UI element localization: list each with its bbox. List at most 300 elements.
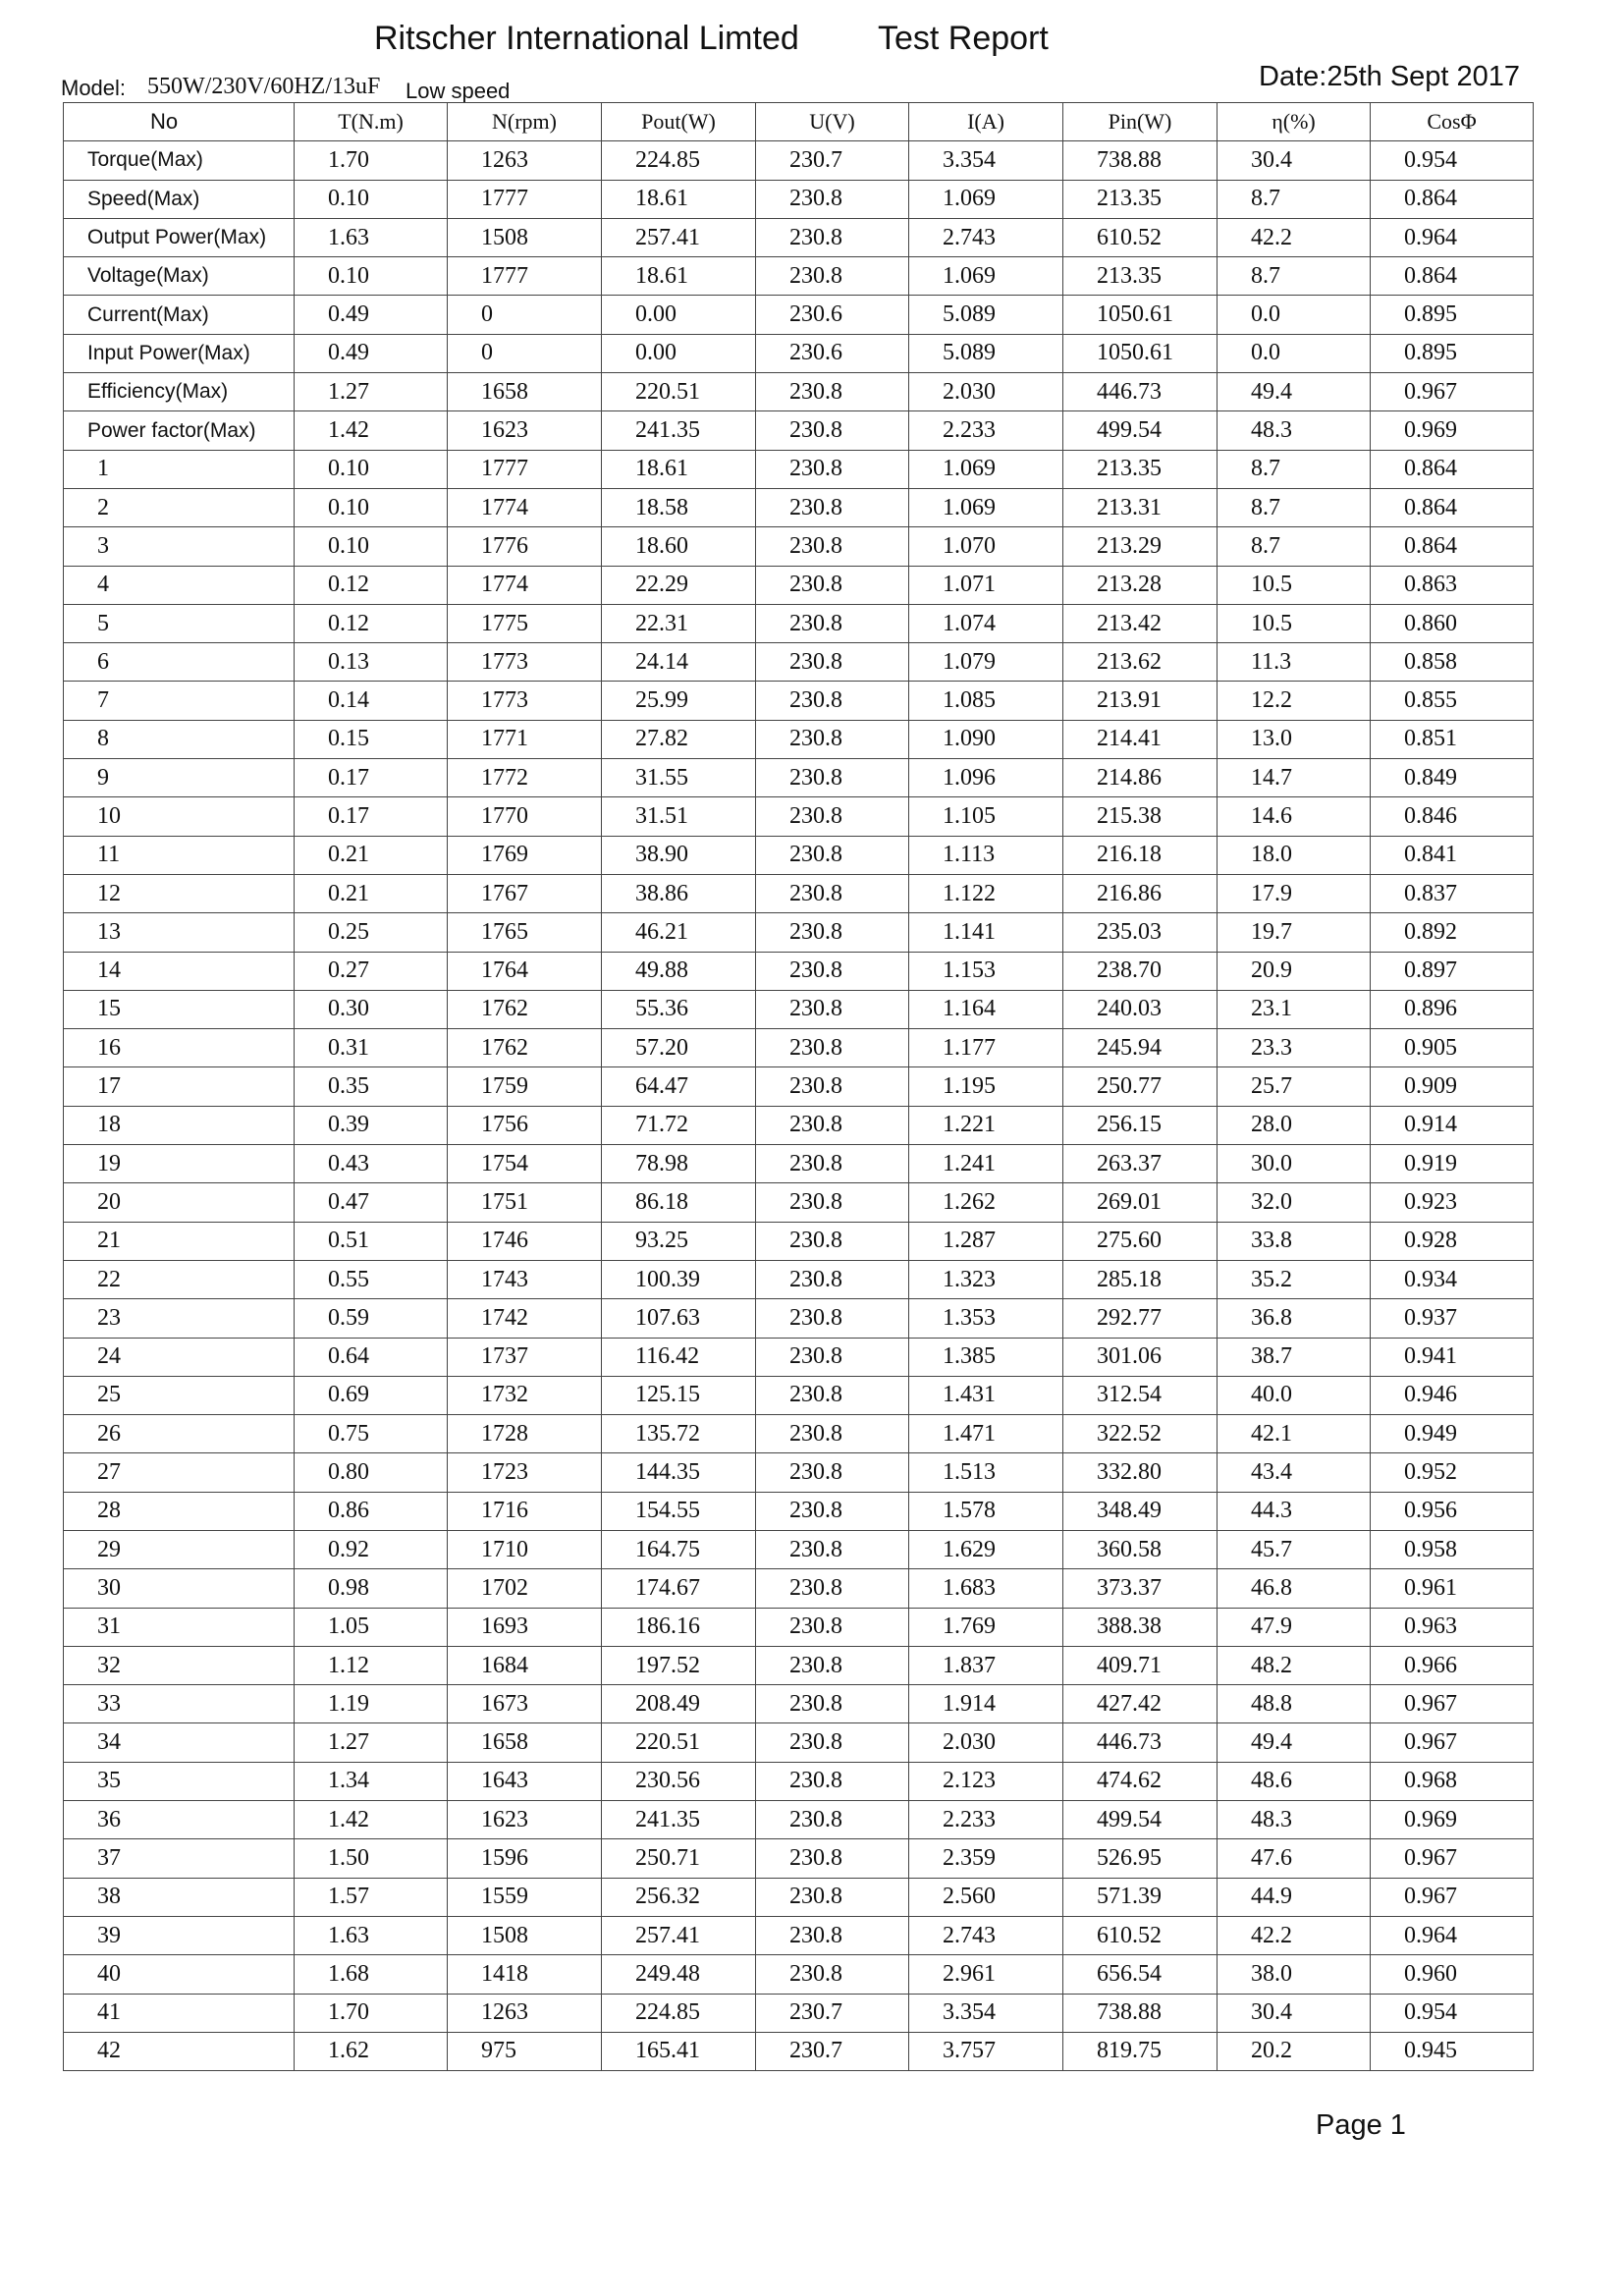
table-cell: 474.62 <box>1063 1762 1218 1800</box>
table-row <box>64 1762 1534 1800</box>
table-cell: 5.089 <box>909 296 1063 334</box>
table-cell: 0.969 <box>1371 411 1534 450</box>
table-row <box>64 566 1534 604</box>
table-cell: 1263 <box>448 1994 602 2032</box>
table-cell: 230.8 <box>756 682 909 720</box>
table-cell: 230.8 <box>756 180 909 218</box>
table-cell: 1.70 <box>295 1994 448 2032</box>
table-cell: 257.41 <box>602 1916 756 1954</box>
table-cell: 610.52 <box>1063 1916 1218 1954</box>
table-cell: 0.30 <box>295 990 448 1028</box>
table-cell: 1050.61 <box>1063 296 1218 334</box>
row-label: 22 <box>64 1260 295 1298</box>
table-cell: 235.03 <box>1063 913 1218 952</box>
table-cell: 1.071 <box>909 566 1063 604</box>
table-cell: 230.8 <box>756 450 909 488</box>
table-cell: 213.35 <box>1063 450 1218 488</box>
table-cell: 0.934 <box>1371 1260 1534 1298</box>
row-label: 13 <box>64 913 295 952</box>
table-cell: 1.353 <box>909 1299 1063 1338</box>
table-cell: 30.0 <box>1218 1145 1371 1183</box>
table-cell: 1.122 <box>909 874 1063 912</box>
table-cell: 0.941 <box>1371 1338 1534 1376</box>
table-cell: 2.359 <box>909 1839 1063 1878</box>
table-cell: 10.5 <box>1218 566 1371 604</box>
table-cell: 1418 <box>448 1955 602 1994</box>
table-cell: 18.58 <box>602 488 756 526</box>
table-cell: 0.967 <box>1371 1723 1534 1762</box>
table-cell: 1.578 <box>909 1492 1063 1530</box>
row-label: 31 <box>64 1608 295 1646</box>
table-cell: 1658 <box>448 1723 602 1762</box>
table-cell: 11.3 <box>1218 643 1371 682</box>
table-cell: 0.846 <box>1371 797 1534 836</box>
table-row <box>64 797 1534 836</box>
table-cell: 49.4 <box>1218 373 1371 411</box>
column-header: No <box>64 103 295 141</box>
table-row <box>64 952 1534 990</box>
summary-row <box>64 411 1534 450</box>
table-cell: 1643 <box>448 1762 602 1800</box>
row-label: 19 <box>64 1145 295 1183</box>
table-row <box>64 1415 1534 1453</box>
row-label: 28 <box>64 1492 295 1530</box>
row-label: 33 <box>64 1685 295 1723</box>
table-cell: 1767 <box>448 874 602 912</box>
table-row <box>64 1878 1534 1916</box>
table-cell: 46.21 <box>602 913 756 952</box>
table-cell: 0.39 <box>295 1106 448 1144</box>
table-cell: 42.2 <box>1218 218 1371 256</box>
table-cell: 0.10 <box>295 488 448 526</box>
test-results-table <box>63 102 1534 2071</box>
table-cell: 0.64 <box>295 1338 448 1376</box>
table-cell: 230.8 <box>756 1492 909 1530</box>
table-cell: 1723 <box>448 1453 602 1492</box>
table-cell: 0.12 <box>295 566 448 604</box>
table-cell: 1508 <box>448 218 602 256</box>
table-cell: 1773 <box>448 643 602 682</box>
table-cell: 230.8 <box>756 1299 909 1338</box>
table-row <box>64 1376 1534 1414</box>
row-label: 29 <box>64 1530 295 1568</box>
table-cell: 1.70 <box>295 141 448 180</box>
table-cell: 197.52 <box>602 1646 756 1684</box>
table-cell: 230.8 <box>756 1260 909 1298</box>
table-cell: 1.090 <box>909 720 1063 758</box>
table-row <box>64 1492 1534 1530</box>
table-cell: 230.8 <box>756 1145 909 1183</box>
table-cell: 1684 <box>448 1646 602 1684</box>
table-cell: 18.61 <box>602 257 756 296</box>
table-cell: 0.919 <box>1371 1145 1534 1183</box>
table-cell: 0.945 <box>1371 2032 1534 2070</box>
table-cell: 93.25 <box>602 1222 756 1260</box>
table-cell: 43.4 <box>1218 1453 1371 1492</box>
table-cell: 78.98 <box>602 1145 756 1183</box>
table-cell: 1508 <box>448 1916 602 1954</box>
table-cell: 0.897 <box>1371 952 1534 990</box>
table-cell: 0.14 <box>295 682 448 720</box>
table-cell: 249.48 <box>602 1955 756 1994</box>
table-cell: 1773 <box>448 682 602 720</box>
report-date: Date:25th Sept 2017 <box>1259 61 1521 92</box>
table-cell: 292.77 <box>1063 1299 1218 1338</box>
table-row <box>64 488 1534 526</box>
table-cell: 0.914 <box>1371 1106 1534 1144</box>
table-cell: 1.070 <box>909 527 1063 566</box>
table-cell: 409.71 <box>1063 1646 1218 1684</box>
table-cell: 1.085 <box>909 682 1063 720</box>
table-cell: 0.966 <box>1371 1646 1534 1684</box>
table-cell: 28.0 <box>1218 1106 1371 1144</box>
table-cell: 224.85 <box>602 141 756 180</box>
table-cell: 42.1 <box>1218 1415 1371 1453</box>
table-cell: 250.71 <box>602 1839 756 1878</box>
table-cell: 2.560 <box>909 1878 1063 1916</box>
row-label: 9 <box>64 759 295 797</box>
table-cell: 100.39 <box>602 1260 756 1298</box>
table-cell: 230.8 <box>756 1685 909 1723</box>
table-cell: 332.80 <box>1063 1453 1218 1492</box>
table-cell: 0.837 <box>1371 874 1534 912</box>
table-cell: 48.3 <box>1218 411 1371 450</box>
summary-row <box>64 296 1534 334</box>
table-cell: 1050.61 <box>1063 334 1218 372</box>
table-cell: 1623 <box>448 411 602 450</box>
table-cell: 1770 <box>448 797 602 836</box>
table-cell: 819.75 <box>1063 2032 1218 2070</box>
row-label: 26 <box>64 1415 295 1453</box>
table-cell: 0.964 <box>1371 1916 1534 1954</box>
table-cell: 1.50 <box>295 1839 448 1878</box>
table-cell: 0.946 <box>1371 1376 1534 1414</box>
column-header: N(rpm) <box>448 103 602 141</box>
table-cell: 1775 <box>448 604 602 642</box>
table-cell: 0.75 <box>295 1415 448 1453</box>
table-cell: 213.42 <box>1063 604 1218 642</box>
row-label: 30 <box>64 1569 295 1608</box>
column-header: η(%) <box>1218 103 1371 141</box>
row-label: Efficiency(Max) <box>64 373 295 411</box>
model-speed: Low speed <box>406 79 511 103</box>
table-cell: 0.949 <box>1371 1415 1534 1453</box>
table-cell: 238.70 <box>1063 952 1218 990</box>
table-cell: 23.1 <box>1218 990 1371 1028</box>
column-header: T(N.m) <box>295 103 448 141</box>
table-row <box>64 1723 1534 1762</box>
table-cell: 230.7 <box>756 141 909 180</box>
table-cell: 0.896 <box>1371 990 1534 1028</box>
row-label: 10 <box>64 797 295 836</box>
table-cell: 220.51 <box>602 373 756 411</box>
table-cell: 0 <box>448 334 602 372</box>
table-cell: 230.8 <box>756 218 909 256</box>
table-cell: 230.8 <box>756 411 909 450</box>
table-cell: 230.8 <box>756 1878 909 1916</box>
row-label: Voltage(Max) <box>64 257 295 296</box>
table-body <box>64 141 1534 2071</box>
table-cell: 1.471 <box>909 1415 1063 1453</box>
table-cell: 0.10 <box>295 450 448 488</box>
table-cell: 1774 <box>448 488 602 526</box>
table-cell: 230.8 <box>756 1608 909 1646</box>
table-cell: 1737 <box>448 1338 602 1376</box>
row-label: 3 <box>64 527 295 566</box>
table-cell: 230.8 <box>756 1955 909 1994</box>
table-cell: 275.60 <box>1063 1222 1218 1260</box>
table-row <box>64 836 1534 874</box>
table-cell: 230.8 <box>756 1839 909 1878</box>
summary-row <box>64 218 1534 256</box>
table-cell: 446.73 <box>1063 373 1218 411</box>
table-cell: 230.6 <box>756 334 909 372</box>
table-cell: 208.49 <box>602 1685 756 1723</box>
row-label: 12 <box>64 874 295 912</box>
table-cell: 8.7 <box>1218 257 1371 296</box>
row-label: 15 <box>64 990 295 1028</box>
row-label: 8 <box>64 720 295 758</box>
table-cell: 214.86 <box>1063 759 1218 797</box>
table-cell: 1.195 <box>909 1067 1063 1106</box>
table-cell: 230.8 <box>756 1067 909 1106</box>
table-cell: 0.841 <box>1371 836 1534 874</box>
table-cell: 213.35 <box>1063 180 1218 218</box>
table-cell: 230.8 <box>756 604 909 642</box>
table-cell: 46.8 <box>1218 1569 1371 1608</box>
table-row <box>64 759 1534 797</box>
table-cell: 230.8 <box>756 1762 909 1800</box>
summary-row <box>64 373 1534 411</box>
table-cell: 0.864 <box>1371 450 1534 488</box>
table-cell: 174.67 <box>602 1569 756 1608</box>
table-cell: 312.54 <box>1063 1376 1218 1414</box>
table-cell: 0.928 <box>1371 1222 1534 1260</box>
table-cell: 48.6 <box>1218 1762 1371 1800</box>
table-cell: 2.030 <box>909 373 1063 411</box>
table-row <box>64 527 1534 566</box>
table-cell: 0.86 <box>295 1492 448 1530</box>
column-header: U(V) <box>756 103 909 141</box>
table-cell: 360.58 <box>1063 1530 1218 1568</box>
table-cell: 10.5 <box>1218 604 1371 642</box>
table-cell: 64.47 <box>602 1067 756 1106</box>
table-cell: 42.2 <box>1218 1916 1371 1954</box>
table-cell: 1.431 <box>909 1376 1063 1414</box>
table-cell: 1728 <box>448 1415 602 1453</box>
table-cell: 0.963 <box>1371 1608 1534 1646</box>
table-cell: 0.51 <box>295 1222 448 1260</box>
row-label: Output Power(Max) <box>64 218 295 256</box>
table-row <box>64 1839 1534 1878</box>
table-cell: 164.75 <box>602 1530 756 1568</box>
table-cell: 1.069 <box>909 488 1063 526</box>
table-cell: 48.3 <box>1218 1801 1371 1839</box>
table-cell: 1762 <box>448 990 602 1028</box>
table-cell: 1658 <box>448 373 602 411</box>
table-cell: 1771 <box>448 720 602 758</box>
table-cell: 86.18 <box>602 1183 756 1222</box>
row-label: 25 <box>64 1376 295 1414</box>
row-label: Torque(Max) <box>64 141 295 180</box>
table-cell: 18.61 <box>602 450 756 488</box>
table-cell: 1743 <box>448 1260 602 1298</box>
row-label: 39 <box>64 1916 295 1954</box>
table-cell: 71.72 <box>602 1106 756 1144</box>
table-row <box>64 1106 1534 1144</box>
table-cell: 0.960 <box>1371 1955 1534 1994</box>
table-cell: 44.9 <box>1218 1878 1371 1916</box>
row-label: 35 <box>64 1762 295 1800</box>
table-cell: 3.354 <box>909 1994 1063 2032</box>
table-cell: 0 <box>448 296 602 334</box>
row-label: Power factor(Max) <box>64 411 295 450</box>
table-cell: 0.21 <box>295 874 448 912</box>
table-cell: 230.7 <box>756 2032 909 2070</box>
row-label: 5 <box>64 604 295 642</box>
table-cell: 0.00 <box>602 334 756 372</box>
table-cell: 14.6 <box>1218 797 1371 836</box>
table-cell: 213.35 <box>1063 257 1218 296</box>
table-cell: 30.4 <box>1218 1994 1371 2032</box>
table-cell: 241.35 <box>602 411 756 450</box>
table-cell: 230.8 <box>756 488 909 526</box>
table-cell: 230.8 <box>756 527 909 566</box>
table-cell: 256.15 <box>1063 1106 1218 1144</box>
table-cell: 8.7 <box>1218 450 1371 488</box>
table-cell: 40.0 <box>1218 1376 1371 1414</box>
table-cell: 230.8 <box>756 257 909 296</box>
table-cell: 1710 <box>448 1530 602 1568</box>
table-row <box>64 913 1534 952</box>
table-row <box>64 682 1534 720</box>
table-cell: 230.8 <box>756 1646 909 1684</box>
table-cell: 250.77 <box>1063 1067 1218 1106</box>
table-cell: 216.18 <box>1063 836 1218 874</box>
table-cell: 0.892 <box>1371 913 1534 952</box>
table-row <box>64 1067 1534 1106</box>
table-cell: 0.967 <box>1371 373 1534 411</box>
row-label: 1 <box>64 450 295 488</box>
table-cell: 1.27 <box>295 373 448 411</box>
row-label: 14 <box>64 952 295 990</box>
table-cell: 25.99 <box>602 682 756 720</box>
table-cell: 154.55 <box>602 1492 756 1530</box>
row-label: Speed(Max) <box>64 180 295 218</box>
table-cell: 186.16 <box>602 1608 756 1646</box>
table-cell: 0.905 <box>1371 1029 1534 1067</box>
table-cell: 0.49 <box>295 334 448 372</box>
table-cell: 2.233 <box>909 1801 1063 1839</box>
table-cell: 230.8 <box>756 1530 909 1568</box>
summary-row <box>64 180 1534 218</box>
row-label: 11 <box>64 836 295 874</box>
table-cell: 0.35 <box>295 1067 448 1106</box>
table-cell: 2.123 <box>909 1762 1063 1800</box>
table-cell: 1.513 <box>909 1453 1063 1492</box>
table-cell: 31.51 <box>602 797 756 836</box>
table-cell: 214.41 <box>1063 720 1218 758</box>
table-cell: 3.354 <box>909 141 1063 180</box>
table-cell: 0.851 <box>1371 720 1534 758</box>
table-cell: 13.0 <box>1218 720 1371 758</box>
table-cell: 230.8 <box>756 1376 909 1414</box>
table-row <box>64 1994 1534 2032</box>
table-cell: 256.32 <box>602 1878 756 1916</box>
table-cell: 230.8 <box>756 797 909 836</box>
table-cell: 213.29 <box>1063 527 1218 566</box>
table-cell: 1263 <box>448 141 602 180</box>
table-cell: 1.069 <box>909 180 1063 218</box>
table-cell: 1673 <box>448 1685 602 1723</box>
table-cell: 44.3 <box>1218 1492 1371 1530</box>
table-cell: 1.153 <box>909 952 1063 990</box>
page-number: Page 1 <box>1316 2109 1406 2141</box>
table-cell: 1.34 <box>295 1762 448 1800</box>
table-cell: 285.18 <box>1063 1260 1218 1298</box>
table-cell: 388.38 <box>1063 1608 1218 1646</box>
table-cell: 38.7 <box>1218 1338 1371 1376</box>
table-cell: 2.961 <box>909 1955 1063 1994</box>
table-cell: 1751 <box>448 1183 602 1222</box>
table-cell: 230.7 <box>756 1994 909 2032</box>
table-cell: 0.969 <box>1371 1801 1534 1839</box>
table-cell: 230.8 <box>756 913 909 952</box>
table-cell: 1596 <box>448 1839 602 1878</box>
table-cell: 17.9 <box>1218 874 1371 912</box>
table-cell: 0.864 <box>1371 488 1534 526</box>
table-cell: 38.0 <box>1218 1955 1371 1994</box>
table-cell: 25.7 <box>1218 1067 1371 1106</box>
table-cell: 230.8 <box>756 1415 909 1453</box>
table-cell: 1.27 <box>295 1723 448 1762</box>
table-row <box>64 1646 1534 1684</box>
row-label: 6 <box>64 643 295 682</box>
row-label: 16 <box>64 1029 295 1067</box>
table-cell: 230.8 <box>756 952 909 990</box>
table-cell: 0.0 <box>1218 296 1371 334</box>
table-cell: 0.937 <box>1371 1299 1534 1338</box>
table-row <box>64 1183 1534 1222</box>
table-cell: 213.62 <box>1063 643 1218 682</box>
table-cell: 427.42 <box>1063 1685 1218 1723</box>
column-header: Pin(W) <box>1063 103 1218 141</box>
table-cell: 1777 <box>448 450 602 488</box>
report-title: Test Report <box>878 20 1049 57</box>
table-cell: 216.86 <box>1063 874 1218 912</box>
table-cell: 0.858 <box>1371 643 1534 682</box>
table-cell: 18.0 <box>1218 836 1371 874</box>
table-cell: 0.849 <box>1371 759 1534 797</box>
table-cell: 36.8 <box>1218 1299 1371 1338</box>
table-row <box>64 1916 1534 1954</box>
table-cell: 1.12 <box>295 1646 448 1684</box>
table-row <box>64 720 1534 758</box>
table-cell: 1742 <box>448 1299 602 1338</box>
table-cell: 230.8 <box>756 759 909 797</box>
summary-row <box>64 334 1534 372</box>
table-cell: 245.94 <box>1063 1029 1218 1067</box>
table-cell: 0.15 <box>295 720 448 758</box>
table-cell: 213.28 <box>1063 566 1218 604</box>
table-cell: 1754 <box>448 1145 602 1183</box>
table-cell: 0.967 <box>1371 1685 1534 1723</box>
company-name: Ritscher International Limted <box>374 20 799 57</box>
table-cell: 0.952 <box>1371 1453 1534 1492</box>
table-cell: 230.8 <box>756 874 909 912</box>
table-cell: 230.8 <box>756 1453 909 1492</box>
table-row <box>64 1685 1534 1723</box>
